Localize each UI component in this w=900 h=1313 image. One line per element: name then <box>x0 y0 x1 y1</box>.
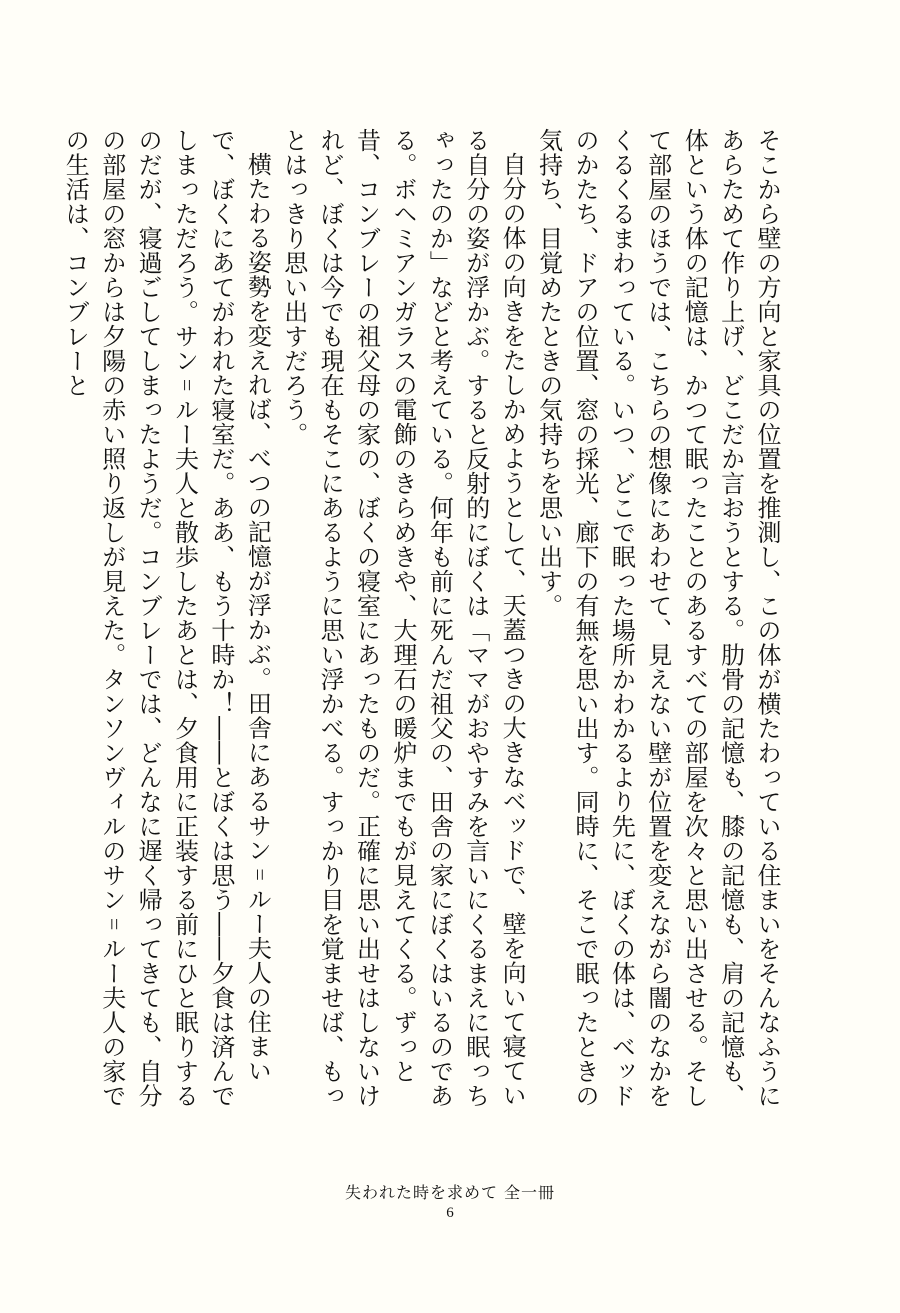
paragraph-1: そこから壁の方向と家具の位置を推測し、この体が横たわっている住まいをそんなふうにあらためて作り上げ、どこだか言おうとする。肋骨の記憶も、膝の記憶も、肩の記憶も、体という体の記憶は、かつて眠ったことのあるすべての部屋を次々と思い出させる。そして部屋のほうでは、こちらの想像にあわせて、見えない壁が位置を変えながら闇のなかをくるくるまわっている。いつ、どこで眠った場所かわかるより先に、ぼくの体は、ベッドのかたち、ドアの位置、窓の採光、廊下の有無を思い出す。同時に、そこで眠ったときの気持ち、目覚めたときの気持ちを思い出す。 <box>534 128 781 1108</box>
page-number: 6 <box>446 1205 454 1221</box>
footer-book-title: 失われた時を求めて 全一冊 <box>344 1183 556 1202</box>
paragraph-2: 自分の体の向きをたしかめようとして、天蓋つきの大きなベッドで、壁を向いて寝ている自分の姿が浮かぶ。すると反射的にぼくは「ママがおやすみを言いにくるまえに眠っちゃったのか」などと考えている。何年も前に死んだ祖父の、田舎の家にぼくはいるのである。ボヘミアンガラスの電飾のきらめきや、大理石の暖炉までもが見えてくる。ずっと昔、コンブレーの祖父母の家の、ぼくの寝室にあったものだ。正確に思い出せはしないけれど、ぼくは今でも現在もそこにあるように思い浮かべる。すっかり目を覚ませば、もっとはっきり思い出すだろう。 <box>279 128 527 1108</box>
paragraph-3: 横たわる姿勢を変えれば、べつの記憶が浮かぶ。田舎にあるサン゠ルー夫人の住まいで、ぼくにあてがわれた寝室だ。ああ、もう十時か！――とぼくは思う――夕食は済んでしまっただろう。サン゠ルー夫人と散歩したあとは、夕食用に正装する前にひと眠りするのだが、寝過ごしてしまったようだ。コンブレーでは、どんなに遅く帰ってきても、自分の部屋の窓からは夕陽の赤い照り返しが見えた。タンソンヴィルのサン゠ルー夫人の家での生活は、コンブレーと <box>61 128 272 1108</box>
vertical-body-text <box>57 128 785 1128</box>
